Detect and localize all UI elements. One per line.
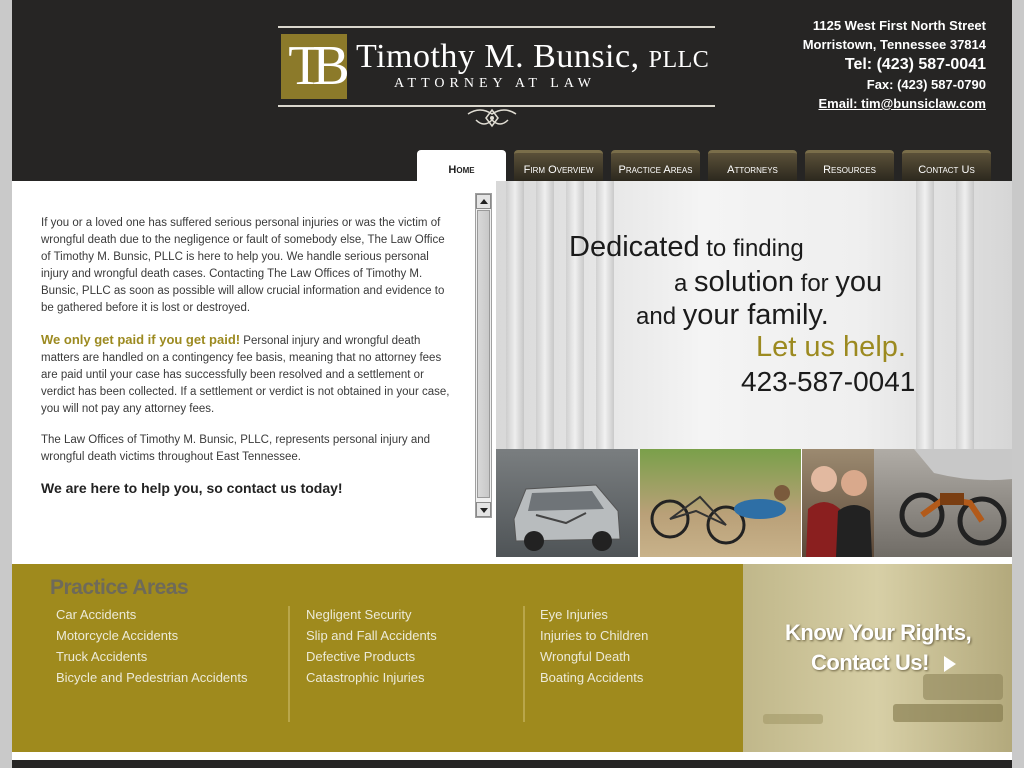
practice-link[interactable]: Injuries to Children [540,628,649,643]
practice-column-3 [540,604,648,688]
address-line-2: Morristown, Tennessee 37814 [802,37,986,52]
bicycle-icon [640,449,801,557]
intro-paragraph-3: The Law Offices of Timothy M. Bunsic, PLLC, represents personal injury and wrongful death victims throughout East Tennessee. [41,434,431,463]
people-icon [802,449,874,557]
practice-column-1 [56,604,248,688]
practice-link[interactable]: Negligent Security [306,607,412,622]
flourish-ornament-icon [464,106,520,132]
tab-attorneys[interactable]: Attorneys [708,150,797,181]
logo-suffix: PLLC [648,47,710,73]
hero-line-1 [569,231,804,264]
practice-link[interactable]: Motorcycle Accidents [56,628,179,643]
site-header [12,0,1012,181]
hero-period: . [820,299,829,331]
logo-firm-name [356,38,709,76]
intro-text-pane [41,215,453,511]
column-decoration [536,181,554,449]
hero-text-and: and [636,303,683,330]
hero-banner [496,181,1012,449]
scroll-down-button[interactable] [476,502,491,517]
paid-highlight: We only get paid if you get paid! [41,332,241,347]
scroll-up-button[interactable] [476,194,491,209]
page [12,0,1012,768]
wrecked-car-icon [496,449,638,557]
contact-us-text: Contact Us! [811,650,929,675]
car-crash-photo [496,449,638,557]
logo-monogram: TB [288,35,340,97]
couple-photo [802,449,874,557]
column-decoration [566,181,584,449]
logo-rule-top [278,26,715,28]
hero-text-for: for [793,270,836,297]
tab-home[interactable]: Home [417,150,506,181]
hero-let-us-help: Let us help. [756,331,906,363]
photo-strip [496,449,1012,557]
firm-logo[interactable] [278,26,715,134]
logo-tagline: ATTORNEY AT LAW [394,76,596,91]
motorcycle-icon [874,449,1012,557]
logo-name-text: Timothy M. Bunsic, [356,38,640,75]
column-divider [288,606,290,722]
column-decoration [506,181,524,449]
arrow-up-icon [480,199,488,204]
text-scrollbar[interactable] [475,193,492,518]
hero-text-a: a [674,270,695,297]
tab-resources[interactable]: Resources [805,150,894,181]
hero-line-3 [636,299,829,332]
footer-bar [12,760,1012,768]
bicycle-accident-photo [640,449,801,557]
practice-column-2 [306,604,437,688]
practice-link[interactable]: Slip and Fall Accidents [306,628,437,643]
fax: Fax: (423) 587-0790 [866,77,986,92]
hero-phone: 423-587-0041 [741,366,916,397]
practice-link[interactable]: Catastrophic Injuries [306,670,425,685]
hero-word-solution: solution [694,266,794,298]
hero-word-dedicated: Dedicated [569,231,700,263]
main-content [12,181,1012,564]
address-line-1: 1125 West First North Street [812,18,986,33]
practice-link[interactable]: Truck Accidents [56,649,148,664]
practice-link[interactable]: Car Accidents [56,607,137,622]
email-link[interactable]: Email: tim@bunsiclaw.com [818,96,986,111]
contact-block [803,16,986,113]
column-decoration [956,181,974,449]
know-your-rights-text: Know Your Rights, [785,620,972,645]
practice-link[interactable]: Eye Injuries [540,607,608,622]
intro-paragraph-1: If you or a loved one has suffered serious personal injuries or was the victim of wrongful death due to the negligence or fault of somebody else, The Law Office of Timothy M. Bunsic, PLLC is here to help you. We handle serious personal injury and wrongful death cases. Contacting The Law Offices of Timothy M. Bunsic, PLLC as soon as possible will allow crucial information and evidence to be gathered before it is lost or destroyed. [41,217,445,314]
hero-word-you: you [835,266,883,298]
motorcycle-crash-photo [874,449,1012,557]
practice-link[interactable]: Defective Products [306,649,416,664]
practice-areas-title: Practice Areas [50,576,189,599]
intro-paragraph-2-rest: Personal injury and wrongful death matters are handled on a contingency fee basis, meaning that no attorney fees are paid until your case has successfully been resolved and a settlement or verdict has been collected. If a settlement or verdict is not obtained in your case, you will not pay any attorney fees. [41,335,450,415]
play-arrow-icon [944,656,956,672]
hero-line-2 [674,266,882,299]
column-decoration [916,181,934,449]
column-divider [523,606,525,722]
know-your-rights-banner[interactable] [743,564,1012,752]
arrow-down-icon [480,508,488,513]
column-decoration [596,181,614,449]
practice-link[interactable]: Boating Accidents [540,670,644,685]
tab-practice-areas[interactable]: Practice Areas [611,150,700,181]
hero-text-to-finding: to finding [699,235,804,262]
contact-cta: We are here to help you, so contact us today! [41,480,343,496]
practice-link[interactable]: Bicycle and Pedestrian Accidents [56,670,248,685]
tab-firm-overview[interactable]: Firm Overview [514,150,603,181]
tab-contact-us[interactable]: Contact Us [902,150,991,181]
scroll-thumb[interactable] [477,210,490,498]
practice-areas-band [12,564,1012,752]
hero-word-your-family: your family [682,299,821,331]
intro-paragraph-2 [41,331,453,418]
practice-link[interactable]: Wrongful Death [540,649,631,664]
telephone: Tel: (423) 587-0041 [844,56,986,73]
